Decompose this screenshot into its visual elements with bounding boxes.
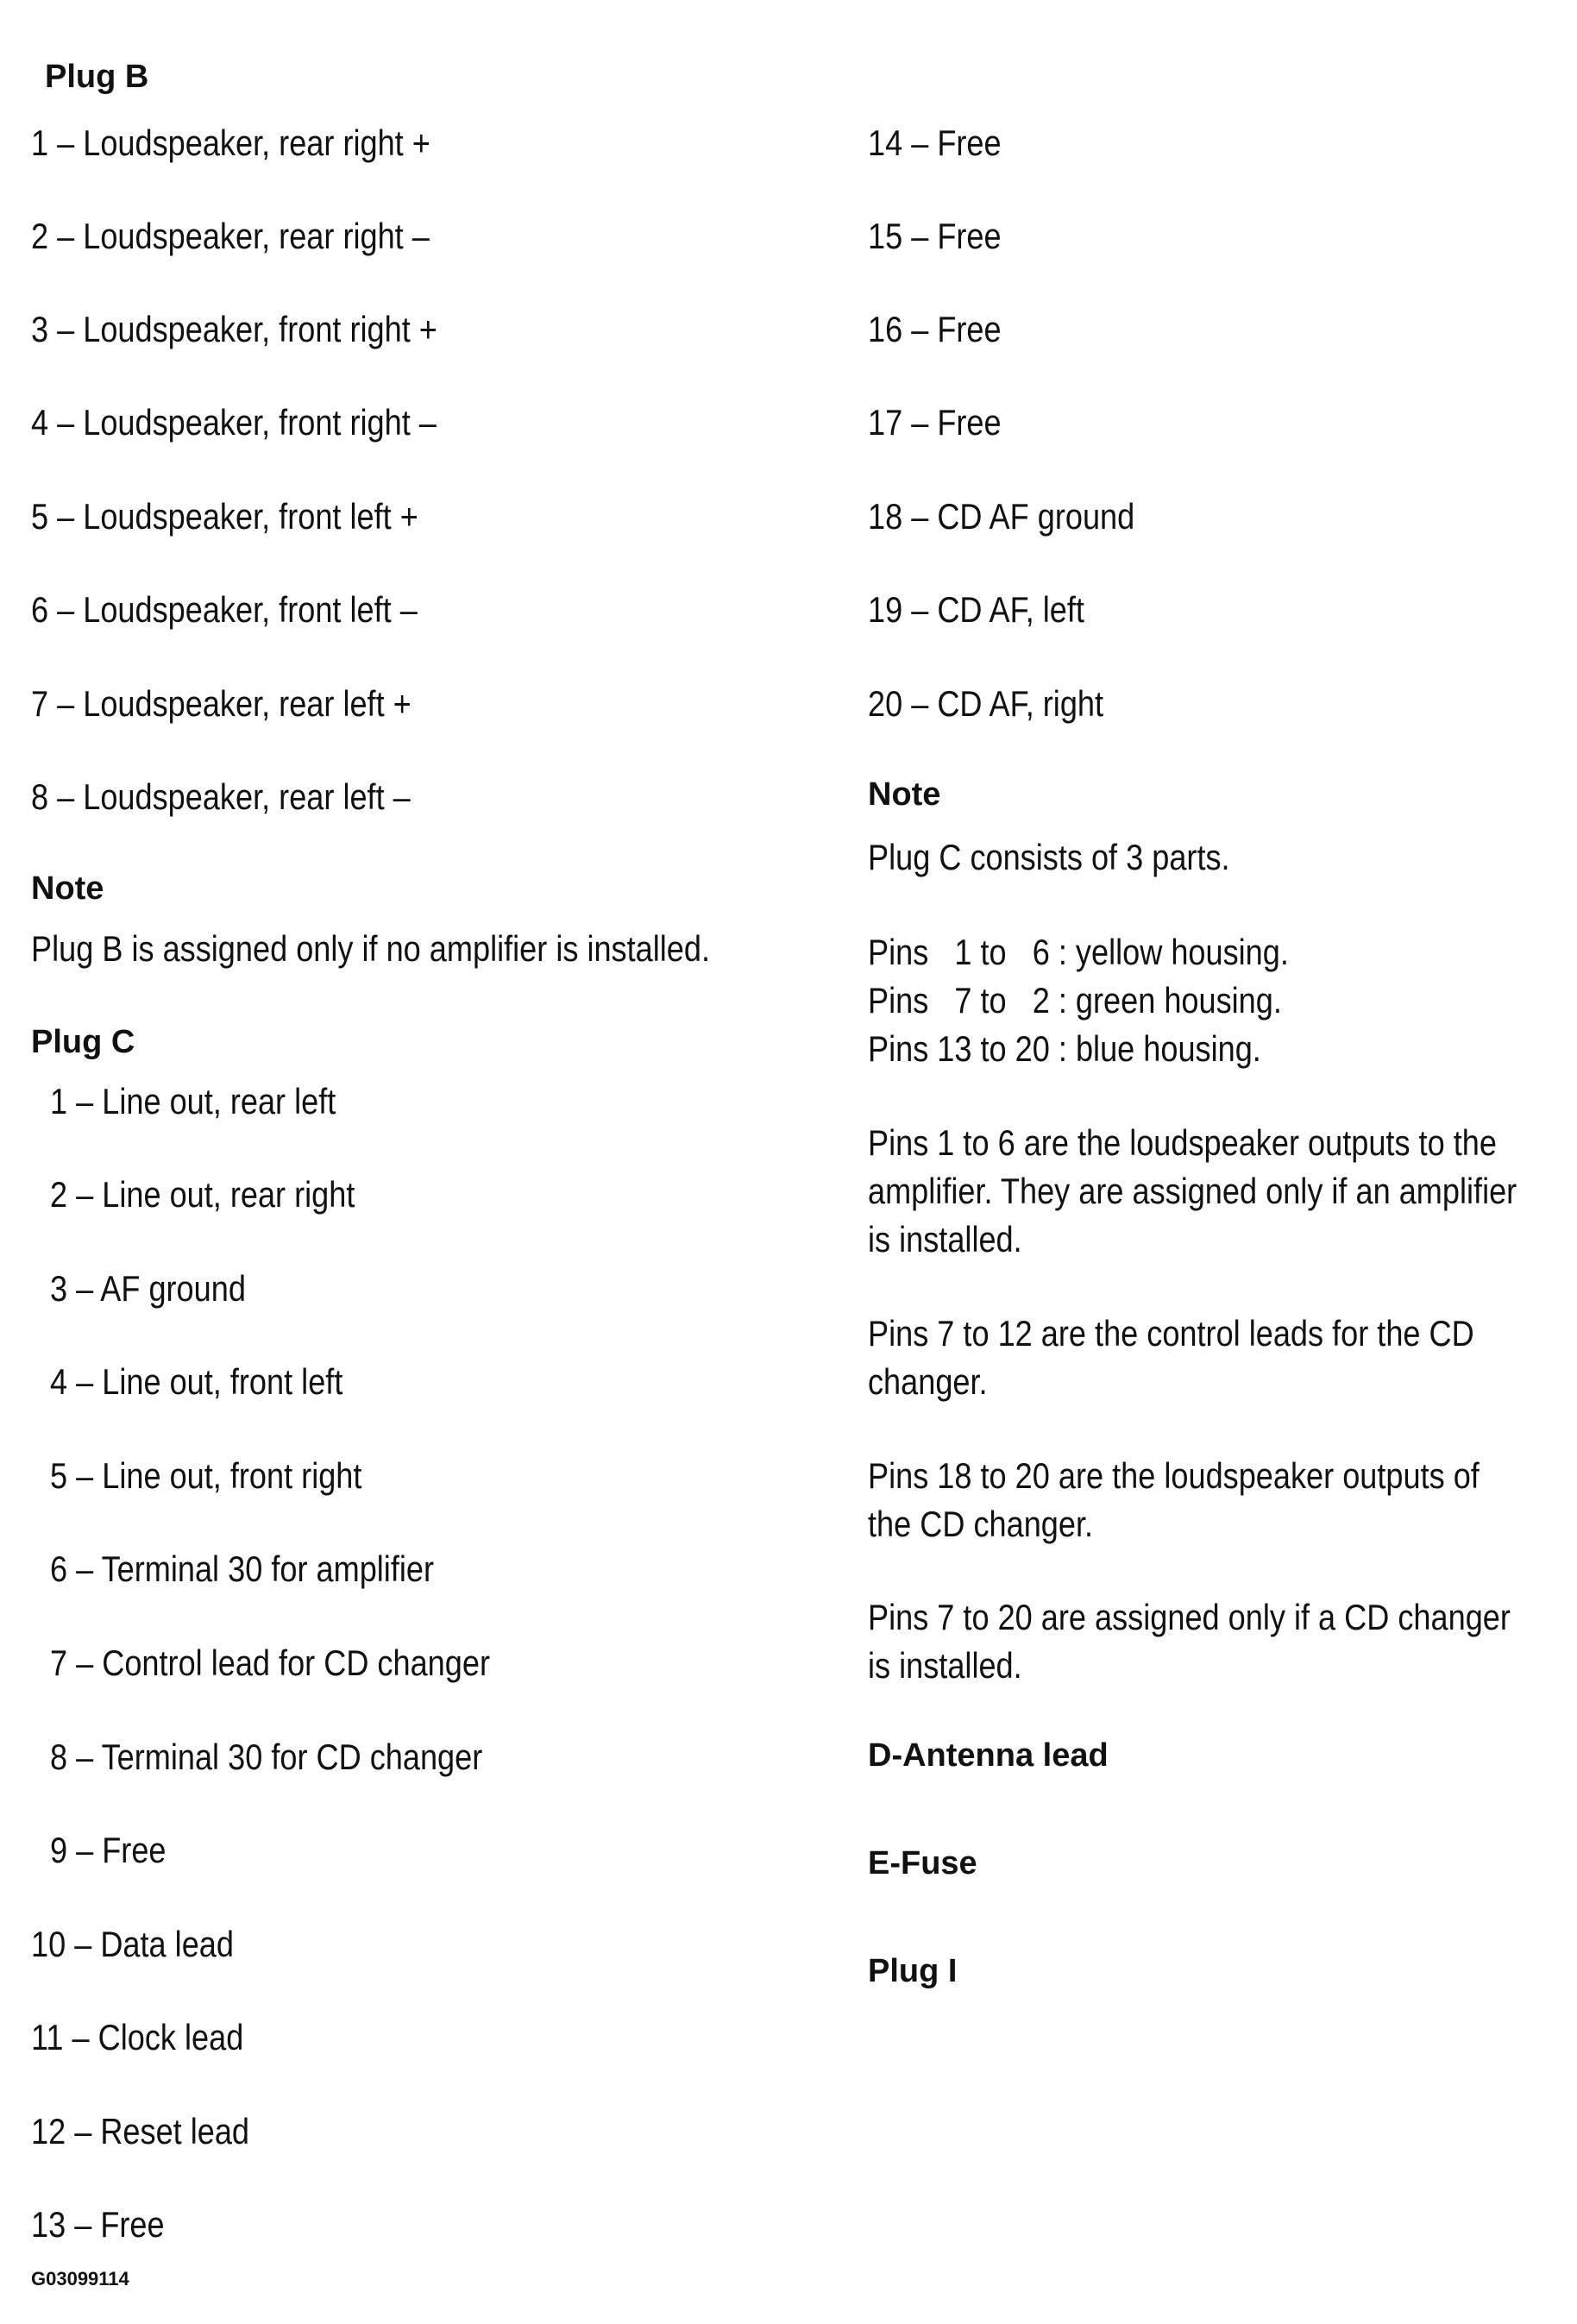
list-item: 16 – Free: [868, 309, 1002, 349]
paragraph-line: the CD changer.: [868, 1504, 1094, 1544]
list-item: 5 – Line out, front right: [50, 1455, 362, 1496]
paragraph-line: is installed.: [868, 1645, 1022, 1686]
pin-group-line: Pins 1 to 6 : yellow housing.: [868, 932, 1289, 972]
pin-group-line: Pins 7 to 2 : green housing.: [868, 980, 1282, 1021]
paragraph-line: Pins 1 to 6 are the loudspeaker outputs to the: [868, 1122, 1497, 1163]
list-item: 3 – Loudspeaker, front right +: [31, 309, 437, 349]
list-item: 6 – Terminal 30 for amplifier: [50, 1548, 435, 1589]
list-item: 5 – Loudspeaker, front left +: [31, 496, 418, 537]
list-item: 17 – Free: [868, 402, 1002, 443]
note-paragraph: [868, 1452, 1480, 1548]
list-item: 20 – CD AF, right: [868, 683, 1104, 724]
paragraph-line: Pins 7 to 12 are the control leads for the CD: [868, 1313, 1474, 1354]
list-item: 8 – Terminal 30 for CD changer: [50, 1737, 483, 1777]
list-item: 6 – Loudspeaker, front left –: [31, 589, 418, 630]
note-heading: Note: [868, 776, 941, 813]
paragraph-line: is installed.: [868, 1219, 1022, 1259]
list-item: 12 – Reset lead: [31, 2111, 250, 2151]
list-item: 1 – Line out, rear left: [50, 1081, 336, 1121]
plug-i-heading: Plug I: [868, 1953, 958, 1989]
list-item: 2 – Loudspeaker, rear right –: [31, 216, 430, 256]
note-paragraph: [868, 1119, 1517, 1264]
pin-group-line: Pins 13 to 20 : blue housing.: [868, 1028, 1261, 1069]
plug-c-heading: Plug C: [31, 1024, 135, 1060]
list-item: 14 – Free: [868, 122, 1002, 163]
note-intro: Plug C consists of 3 parts.: [868, 837, 1230, 877]
list-item: 3 – AF ground: [50, 1268, 246, 1309]
note-text: Plug B is assigned only if no amplifier is installed.: [31, 928, 711, 969]
list-item: 10 – Data lead: [31, 1924, 234, 1964]
list-item: 13 – Free: [31, 2204, 165, 2245]
list-item: 8 – Loudspeaker, rear left –: [31, 776, 411, 817]
pin-groups: [868, 928, 1289, 1073]
list-item: 1 – Loudspeaker, rear right +: [31, 122, 430, 163]
plug-b-heading: Plug B: [45, 59, 149, 95]
list-item: 18 – CD AF ground: [868, 496, 1135, 537]
list-item: 19 – CD AF, left: [868, 589, 1084, 630]
paragraph-line: amplifier. They are assigned only if an amplifier: [868, 1171, 1517, 1211]
note-heading: Note: [31, 870, 104, 907]
note-paragraph: [868, 1593, 1511, 1690]
list-item: 11 – Clock lead: [31, 2017, 244, 2057]
paragraph-line: Pins 7 to 20 are assigned only if a CD changer: [868, 1597, 1511, 1637]
list-item: 15 – Free: [868, 216, 1002, 256]
d-antenna-lead-heading: D-Antenna lead: [868, 1737, 1109, 1774]
list-item: 7 – Control lead for CD changer: [50, 1643, 490, 1683]
note-paragraph: [868, 1310, 1474, 1406]
list-item: 9 – Free: [50, 1830, 166, 1870]
paragraph-line: changer.: [868, 1361, 988, 1402]
list-item: 4 – Line out, front left: [50, 1361, 343, 1402]
list-item: 4 – Loudspeaker, front right –: [31, 402, 437, 443]
paragraph-line: Pins 18 to 20 are the loudspeaker outputs of: [868, 1455, 1480, 1496]
e-fuse-heading: E-Fuse: [868, 1845, 977, 1881]
list-item: 2 – Line out, rear right: [50, 1174, 355, 1215]
figure-code: G03099114: [31, 2268, 129, 2289]
list-item: 7 – Loudspeaker, rear left +: [31, 683, 412, 724]
